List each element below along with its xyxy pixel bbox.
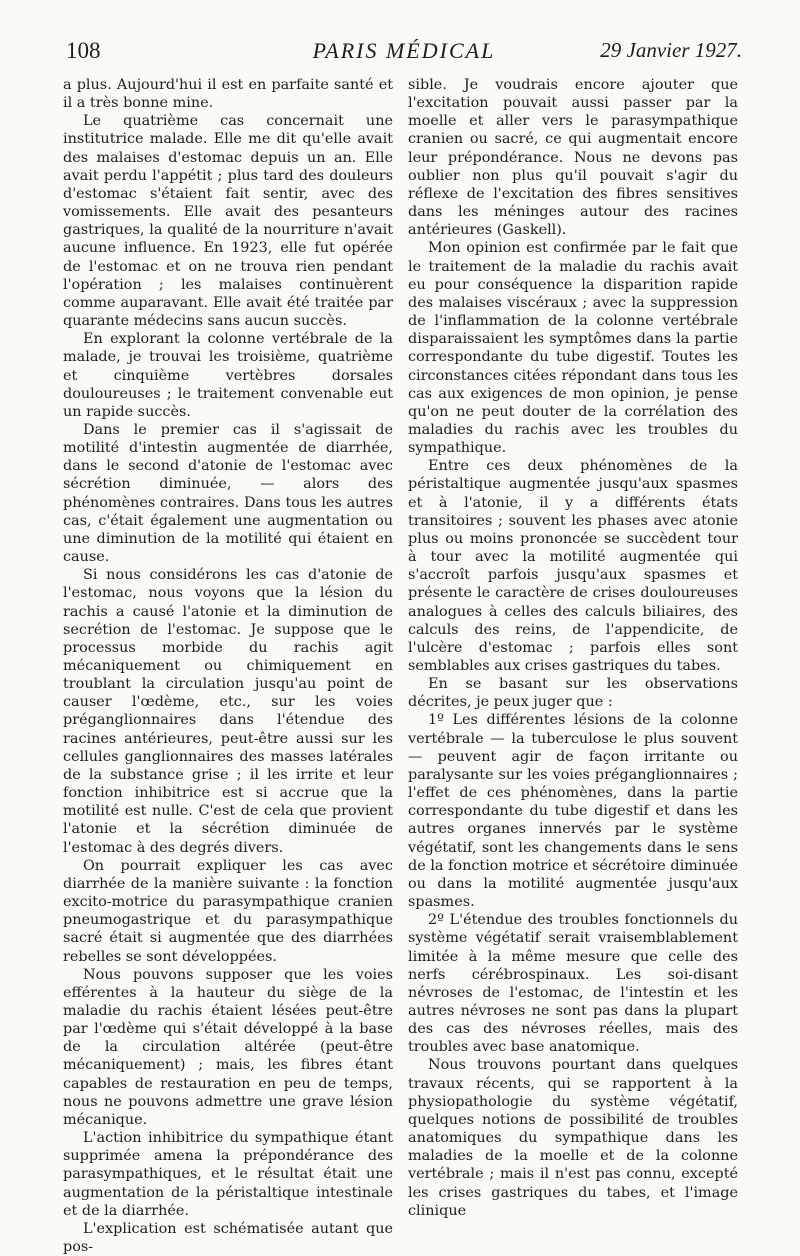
journal-title: PARIS MÉDICAL bbox=[312, 38, 496, 63]
page-number: 108 bbox=[66, 38, 101, 63]
paragraph: L'action inhibitrice du sympathique étant supprimée amena la prépondérance des parasympathiques, et le résultat était une augmentation de la péristaltique intestinale et de la diarrhée. bbox=[63, 1130, 393, 1219]
paragraph: 1º Les différentes lésions de la colonne vertébrale — la tuberculose le plus souvent — peuvent agir de façon irritante ou paralysante sur les voies préganglionnaires ; l'effet de ces phénomènes, dans la partie correspondante du tube digestif et dans les autres organes innervés par le système végétatif, sont les changements dans le sens de la fonction motrice et sécrétoire diminuée ou dans la motilité augmentée jusqu'aux spasmes. bbox=[408, 712, 738, 911]
paragraph: Dans le premier cas il s'agissait de motilité d'intestin augmentée de diarrhée, dans le second d'atonie de l'estomac avec sécrétion diminuée, — alors des phénomènes contraires. Dans tous les autres cas, c'était également une augmentation ou une diminution de la motilité qui étaient en cause. bbox=[63, 421, 393, 566]
right-column bbox=[408, 76, 738, 1220]
page-header bbox=[66, 38, 742, 72]
paragraph: a plus. Aujourd'hui il est en parfaite santé et il a très bonne mine. bbox=[63, 77, 393, 112]
paragraph: Entre ces deux phénomènes de la péristaltique augmentée jusqu'aux spasmes et à l'atonie, il y a différents états transitoires ; souvent les phases avec atonie plus ou moins prononcée se succèdent tour à tour avec la motilité augmentée qui s'accroît parfois jusqu'aux spasmes et présente le caractère de crises douloureuses analogues à celles des calculs biliaires, des calculs des reins, de l'appendicite, de l'ulcère d'estomac ; parfois elles sont semblables aux crises gastriques du tabes. bbox=[408, 458, 738, 674]
paragraph: L'explication est schématisée autant que pos- bbox=[63, 1220, 393, 1255]
paragraph: Le quatrième cas concernait une institutrice malade. Elle me dit qu'elle avait des malaises d'estomac depuis un an. Elle avait perdu l'appétit ; plus tard des douleurs d'estomac s'étaient fait sentir, avec des vomissements. Elle avait des pesanteurs gastriques, la qualité de la nourriture n'avait aucune influence. En 1923, elle fut opérée de l'estomac et on ne trouva rien pendant l'opération ; les malaises continuèrent comme auparavant. Elle avait été traitée par quarante médecins sans aucun succès. bbox=[63, 113, 393, 330]
issue-date: 29 Janvier 1927. bbox=[600, 38, 742, 62]
paragraph: Nous pouvons supposer que les voies efférentes à la hauteur du siège de la maladie du rachis étaient lésées peut-être par l'œdème qui s'était développé à la base de la circulation altérée (peut-être mécaniquement) ; mais, les fibres étant capables de restauration en peu de temps, nous ne pouvons admettre une grave lésion mécanique. bbox=[63, 966, 393, 1128]
paragraph: On pourrait expliquer les cas avec diarrhée de la manière suivante : la fonction excito-motrice du parasympathique cranien pneumogastrique et du parasympathique sacré était si augmentée que des diarrhées rebelles se sont développées. bbox=[63, 857, 393, 965]
paragraph: 2º L'étendue des troubles fonctionnels du système végétatif serait vraisemblablement limitée à la même mesure que celle des nerfs cérébrospinaux. Les soi-disant névroses de l'estomac, de l'intestin et les autres névroses ne sont pas dans la plupart des cas des névroses réelles, mais des troubles avec base anatomique. bbox=[408, 912, 738, 1056]
paragraph: sible. Je voudrais encore ajouter que l'excitation pouvait aussi passer par la moelle et aller vers le parasympathique cranien ou sacré, ce qui augmentait encore leur prépondérance. Nous ne devons pas oublier non plus qu'il pouvait s'agir du réflexe de l'excitation des fibres sensitives dans les méninges autour des racines antérieures (Gaskell). bbox=[408, 77, 738, 239]
paragraph: Si nous considérons les cas d'atonie de l'estomac, nous voyons que la lésion du rachis a causé l'atonie et la diminution de secrétion de l'estomac. Je suppose que le processus morbide du rachis agit mécaniquement ou chimiquement en troublant la circulation jusqu'au point de causer l'œdème, etc., sur les voies préganglionnaires dans l'étendue des racines antérieures, peut-être aussi sur les cellules ganglionnaires des masses latérales de la substance grise ; il les irrite et leur fonction inhibitrice est si accrue que la motilité est nulle. C'est de cela que provient l'atonie et la sécrétion diminuée de l'estomac à des degrés divers. bbox=[63, 567, 393, 856]
paragraph: En se basant sur les observations décrites, je peux juger que : bbox=[408, 676, 738, 711]
left-column bbox=[63, 76, 393, 1256]
paragraph: En explorant la colonne vertébrale de la malade, je trouvai les troisième, quatrième et cinquième vertèbres dorsales douloureuses ; le traitement convenable eut un rapide succès. bbox=[63, 331, 393, 420]
paragraph: Nous trouvons pourtant dans quelques travaux récents, qui se rapportent à la physiopathologie du système végétatif, quelques notions de possibilité de troubles anatomiques du sympathique dans les maladies de la moelle et de la colonne vertébrale ; mais il n'est pas connu, excepté les crises gastriques du tabes, et l'image clinique bbox=[408, 1057, 738, 1219]
paragraph: Mon opinion est confirmée par le fait que le traitement de la maladie du rachis avait eu pour conséquence la disparition rapide des malaises viscéraux ; avec la suppression de l'inflammation de la colonne vertébrale disparaissaient les symptômes dans la partie correspondante du tube digestif. Toutes les circonstances citées répondant dans tous les cas aux exigences de mon opinion, je pense qu'on ne peut douter de la corrélation des maladies du rachis avec les troubles du sympathique. bbox=[408, 240, 738, 457]
